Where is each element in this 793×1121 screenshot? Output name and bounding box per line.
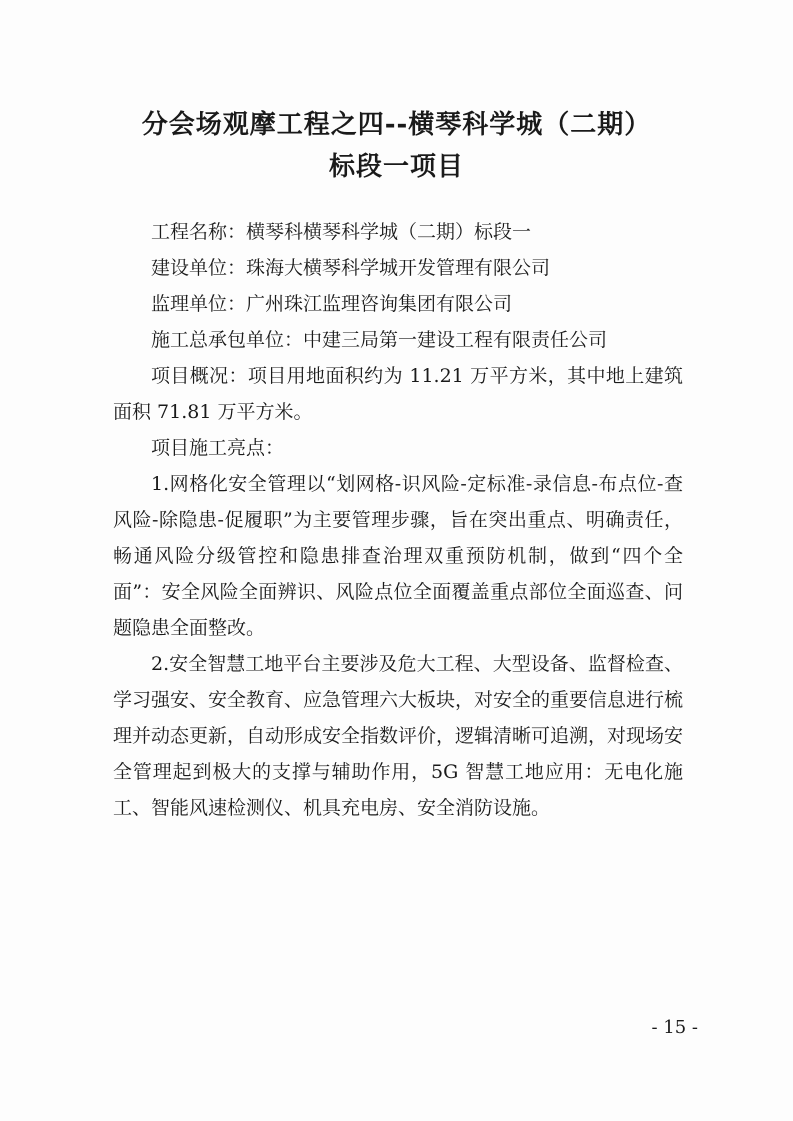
general-contractor: 施工总承包单位：中建三局第一建设工程有限责任公司 (151, 329, 608, 351)
construction-unit: 建设单位：珠海大横琴科学城开发管理有限公司 (151, 257, 551, 279)
project-overview: 项目概况：项目用地面积约为 11.21 万平方米，其中地上建筑面积 71.81 万平方米。 (113, 365, 683, 423)
document-body (113, 214, 683, 826)
supervision-unit: 监理单位：广州珠江监理咨询集团有限公司 (151, 293, 513, 315)
highlight-item-1: 1.网格化安全管理以“划网格-识风险-定标准-录信息-布点位-查风险-除隐患-促履职”为主要管理步骤，旨在突出重点、明确责任，畅通风险分级管控和隐患排查治理双重预防机制，做到“四个全面”：安全风险全面辨识、风险点位全面覆盖重点部位全面巡查、问题隐患全面整改。 (113, 473, 683, 639)
page-title-line-1: 分会场观摩工程之四--横琴科学城（二期） (141, 110, 652, 140)
page-number: - 15 - (651, 1017, 698, 1038)
page-title-line-2: 标段一项目 (328, 152, 464, 182)
project-name: 工程名称：横琴科横琴科学城（二期）标段一 (151, 221, 532, 243)
highlights-heading: 项目施工亮点： (151, 437, 285, 459)
highlight-item-2: 2.安全智慧工地平台主要涉及危大工程、大型设备、监督检查、学习强安、安全教育、应急管理六大板块，对安全的重要信息进行梳理并动态更新，自动形成安全指数评价，逻辑清晰可追溯，对现场安全管理起到极大的支撑与辅助作用，5G 智慧工地应用：无电化施工、智能风速检测仪、机具充电房、安全消防设施。 (113, 653, 684, 819)
